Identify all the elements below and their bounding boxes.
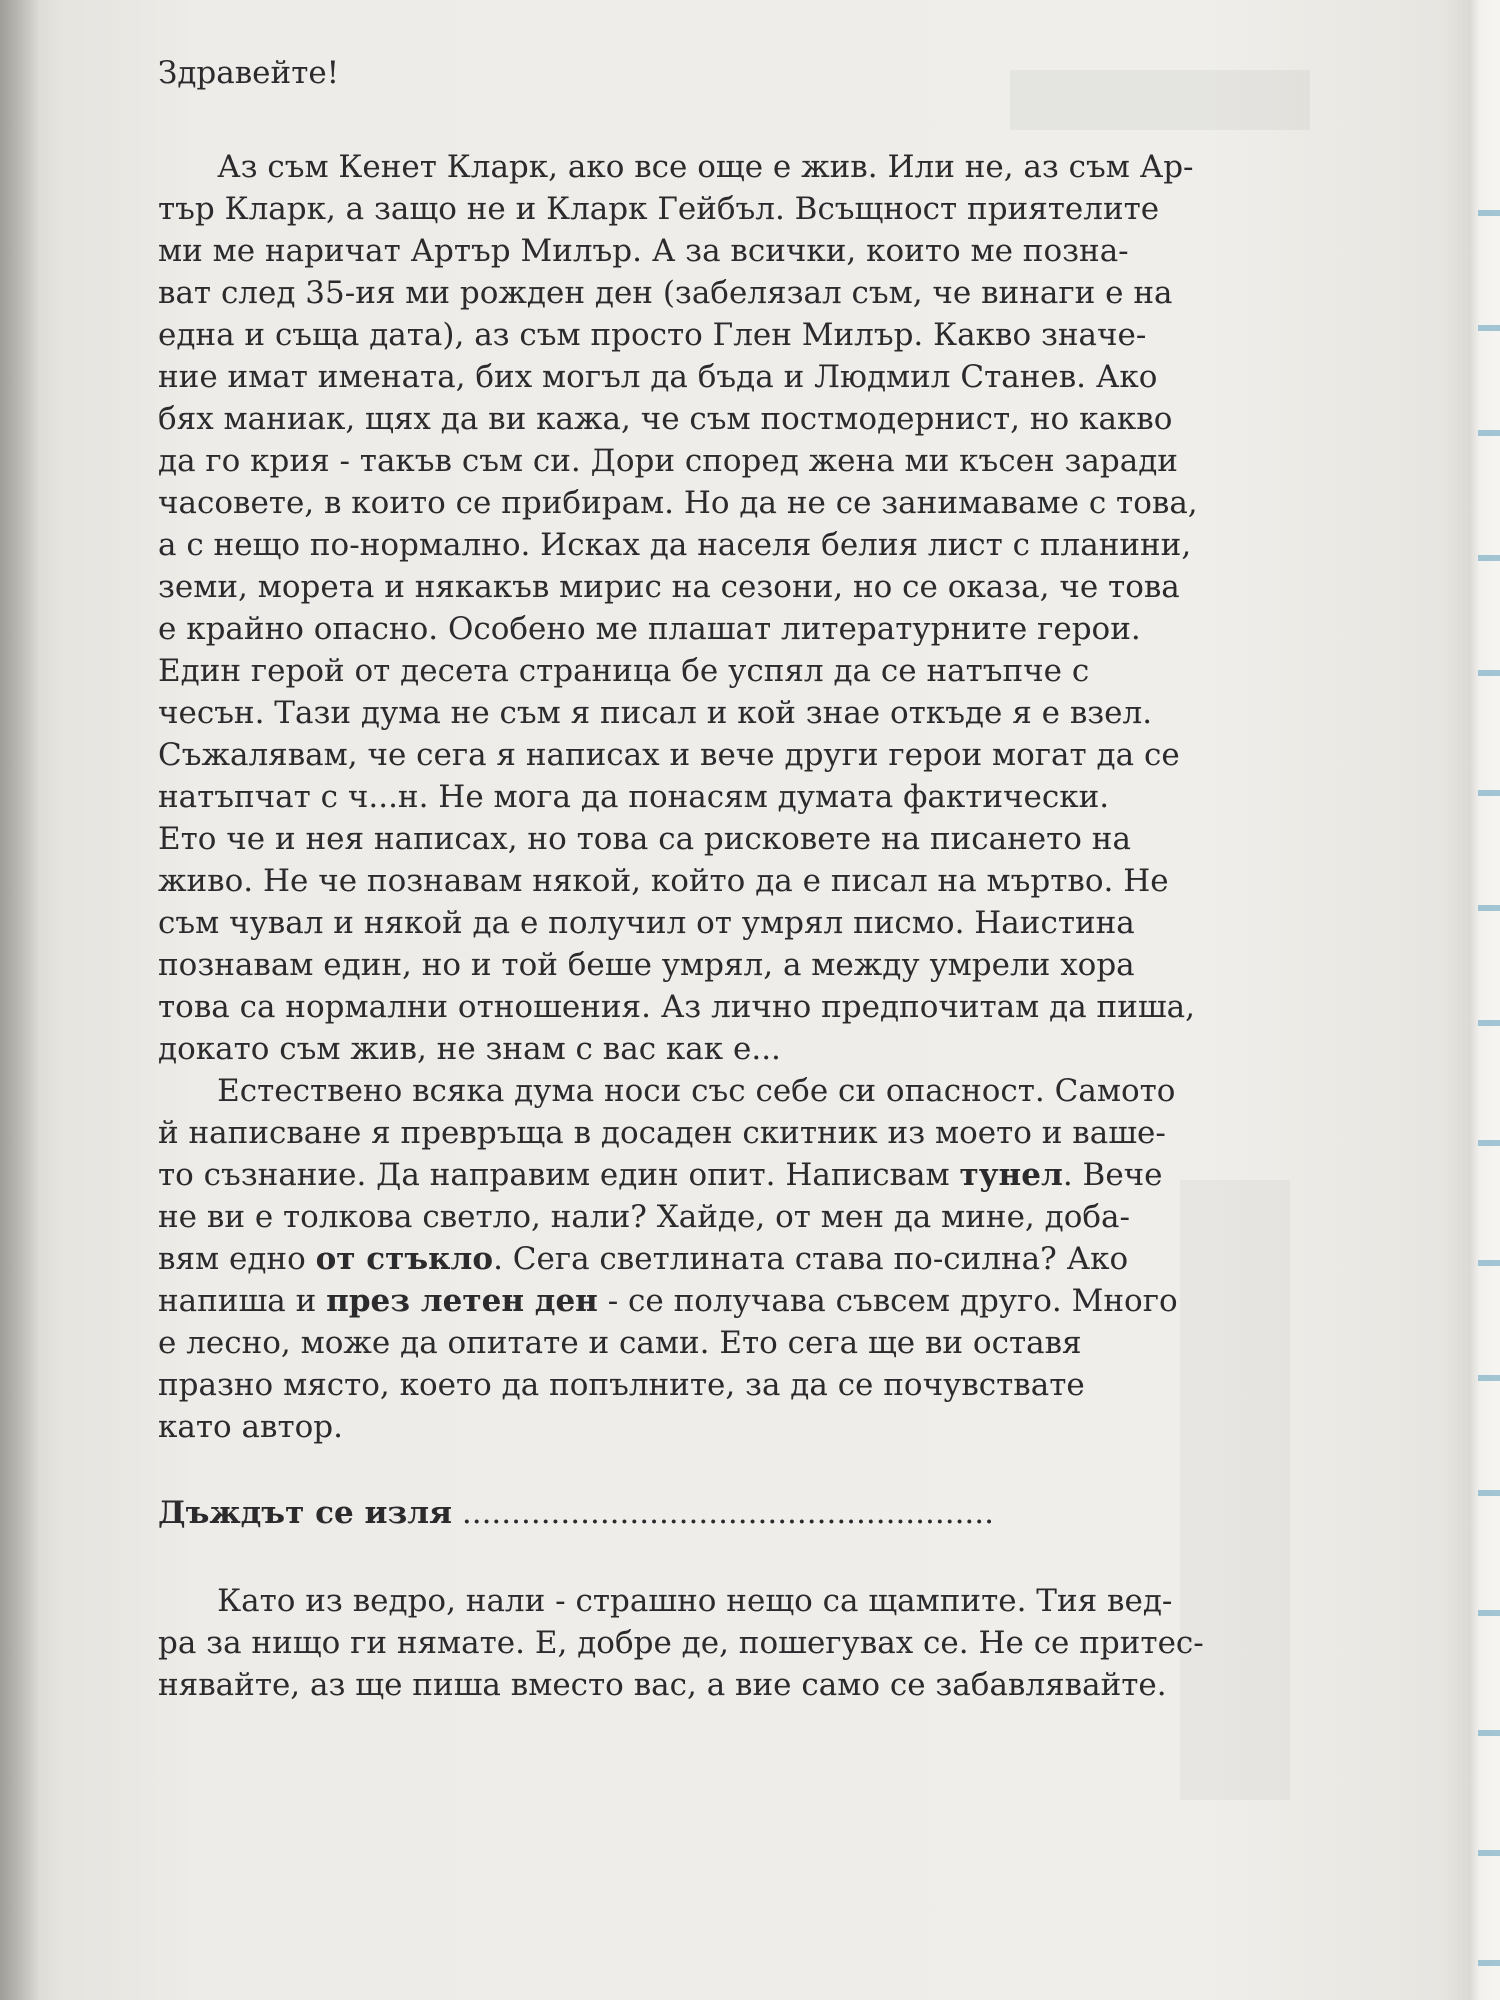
text-line: това са нормални отношения. Аз лично предпочитам да пиша, (158, 989, 1196, 1025)
heading-label: Дъждът се изля (158, 1495, 453, 1531)
text-line: а с нещо по-нормално. Исках да населя белия лист с планини, (158, 527, 1192, 563)
text-run: вям едно (158, 1241, 316, 1277)
text-line: е крайно опасно. Особено ме плашат литературните герои. (158, 611, 1141, 647)
spine-shadow (0, 0, 40, 2000)
text-line (158, 1280, 1300, 1322)
text-line: да го крия - такъв съм си. Дори според жена ми късен заради (158, 443, 1178, 479)
text-line: Аз съм Кенет Кларк, ако все още е жив. Или не, аз съм Ар- (158, 149, 1194, 185)
text-line: ние имат имената, бих могъл да бъда и Людмил Станев. Ако (158, 359, 1158, 395)
text-line: ват след 35-ия ми рожден ден (забелязал съм, че винаги е на (158, 275, 1173, 311)
text-line: ра за нищо ги нямате. Е, добре де, пошегувах се. Не се притес- (158, 1625, 1204, 1661)
paragraph-3 (158, 1580, 1300, 1706)
page-edge-markers (1470, 0, 1500, 2000)
paragraph-1 (158, 146, 1300, 1070)
text-line: Съжалявам, че сега я написах и вече други герои могат да се (158, 737, 1180, 773)
text-run: то съзнание. Да направим един опит. Написвам (158, 1157, 960, 1193)
heading-dots: ...................................................... (452, 1495, 994, 1531)
bold-phrase-glass: от стъкло (315, 1241, 494, 1277)
text-line: нявайте, аз ще пиша вместо вас, а вие само се забавлявайте. (158, 1667, 1167, 1703)
text-line: тър Кларк, а защо не и Кларк Гейбъл. Всъщност приятелите (158, 191, 1160, 227)
text-line: Като из ведро, нали - страшно нещо са щампите. Тия вед- (158, 1583, 1173, 1619)
text-run: - се получава съвсем друго. Много (597, 1283, 1178, 1319)
text-line: е лесно, може да опитате и сами. Ето сега ще ви оставя (158, 1325, 1082, 1361)
text-line: натъпчат с ч...н. Не мога да понасям думата фактически. (158, 779, 1110, 815)
text-line: часовете, в които се прибирам. Но да не се занимаваме с това, (158, 485, 1198, 521)
text-line: не ви е толкова светло, нали? Хайде, от мен да мине, доба- (158, 1199, 1130, 1235)
text-line: празно място, което да попълните, за да се почувствате (158, 1367, 1085, 1403)
text-line: Естествено всяка дума носи със себе си опасност. Самото (158, 1073, 1176, 1109)
text-line: Един герой от десета страница бе успял да се натъпче с (158, 653, 1090, 689)
text-line: познавам един, но и той беше умрял, а между умрели хора (158, 947, 1135, 983)
text-line: докато съм жив, не знам с вас как е... (158, 1031, 781, 1067)
section-heading (158, 1492, 1300, 1534)
text-run: напиша и (158, 1283, 327, 1319)
text-line: съм чувал и някой да е получил от умрял писмо. Наистина (158, 905, 1135, 941)
text-line: чесън. Тази дума не съм я писал и кой знае откъде я е взел. (158, 695, 1153, 731)
text-line: една и съща дата), аз съм просто Глен Милър. Какво значе- (158, 317, 1147, 353)
text-line (158, 1238, 1300, 1280)
text-line: ми ме наричат Артър Милър. А за всички, които ме позна- (158, 233, 1129, 269)
text-line: като автор. (158, 1409, 343, 1445)
text-run: . Вече (1062, 1157, 1163, 1193)
text-line: бях маниак, щях да ви кажа, че съм постмодернист, но какво (158, 401, 1173, 437)
paragraph-2 (158, 1070, 1300, 1448)
page-text (158, 52, 1300, 1706)
text-line: живо. Не че познавам някой, който да е писал на мъртво. Не (158, 863, 1169, 899)
bold-phrase-summer-day: през летен ден (326, 1283, 598, 1319)
bold-word-tunnel: тунел (959, 1157, 1063, 1193)
text-line: й написване я превръща в досаден скитник из моето и ваше- (158, 1115, 1166, 1151)
text-line (158, 1154, 1300, 1196)
text-run: . Сега светлината става по-силна? Ако (493, 1241, 1129, 1277)
text-line: земи, морета и някакъв мирис на сезони, но се оказа, че това (158, 569, 1180, 605)
text-line: Ето че и нея написах, но това са рисковете на писането на (158, 821, 1131, 857)
greeting: Здравейте! (158, 55, 340, 91)
